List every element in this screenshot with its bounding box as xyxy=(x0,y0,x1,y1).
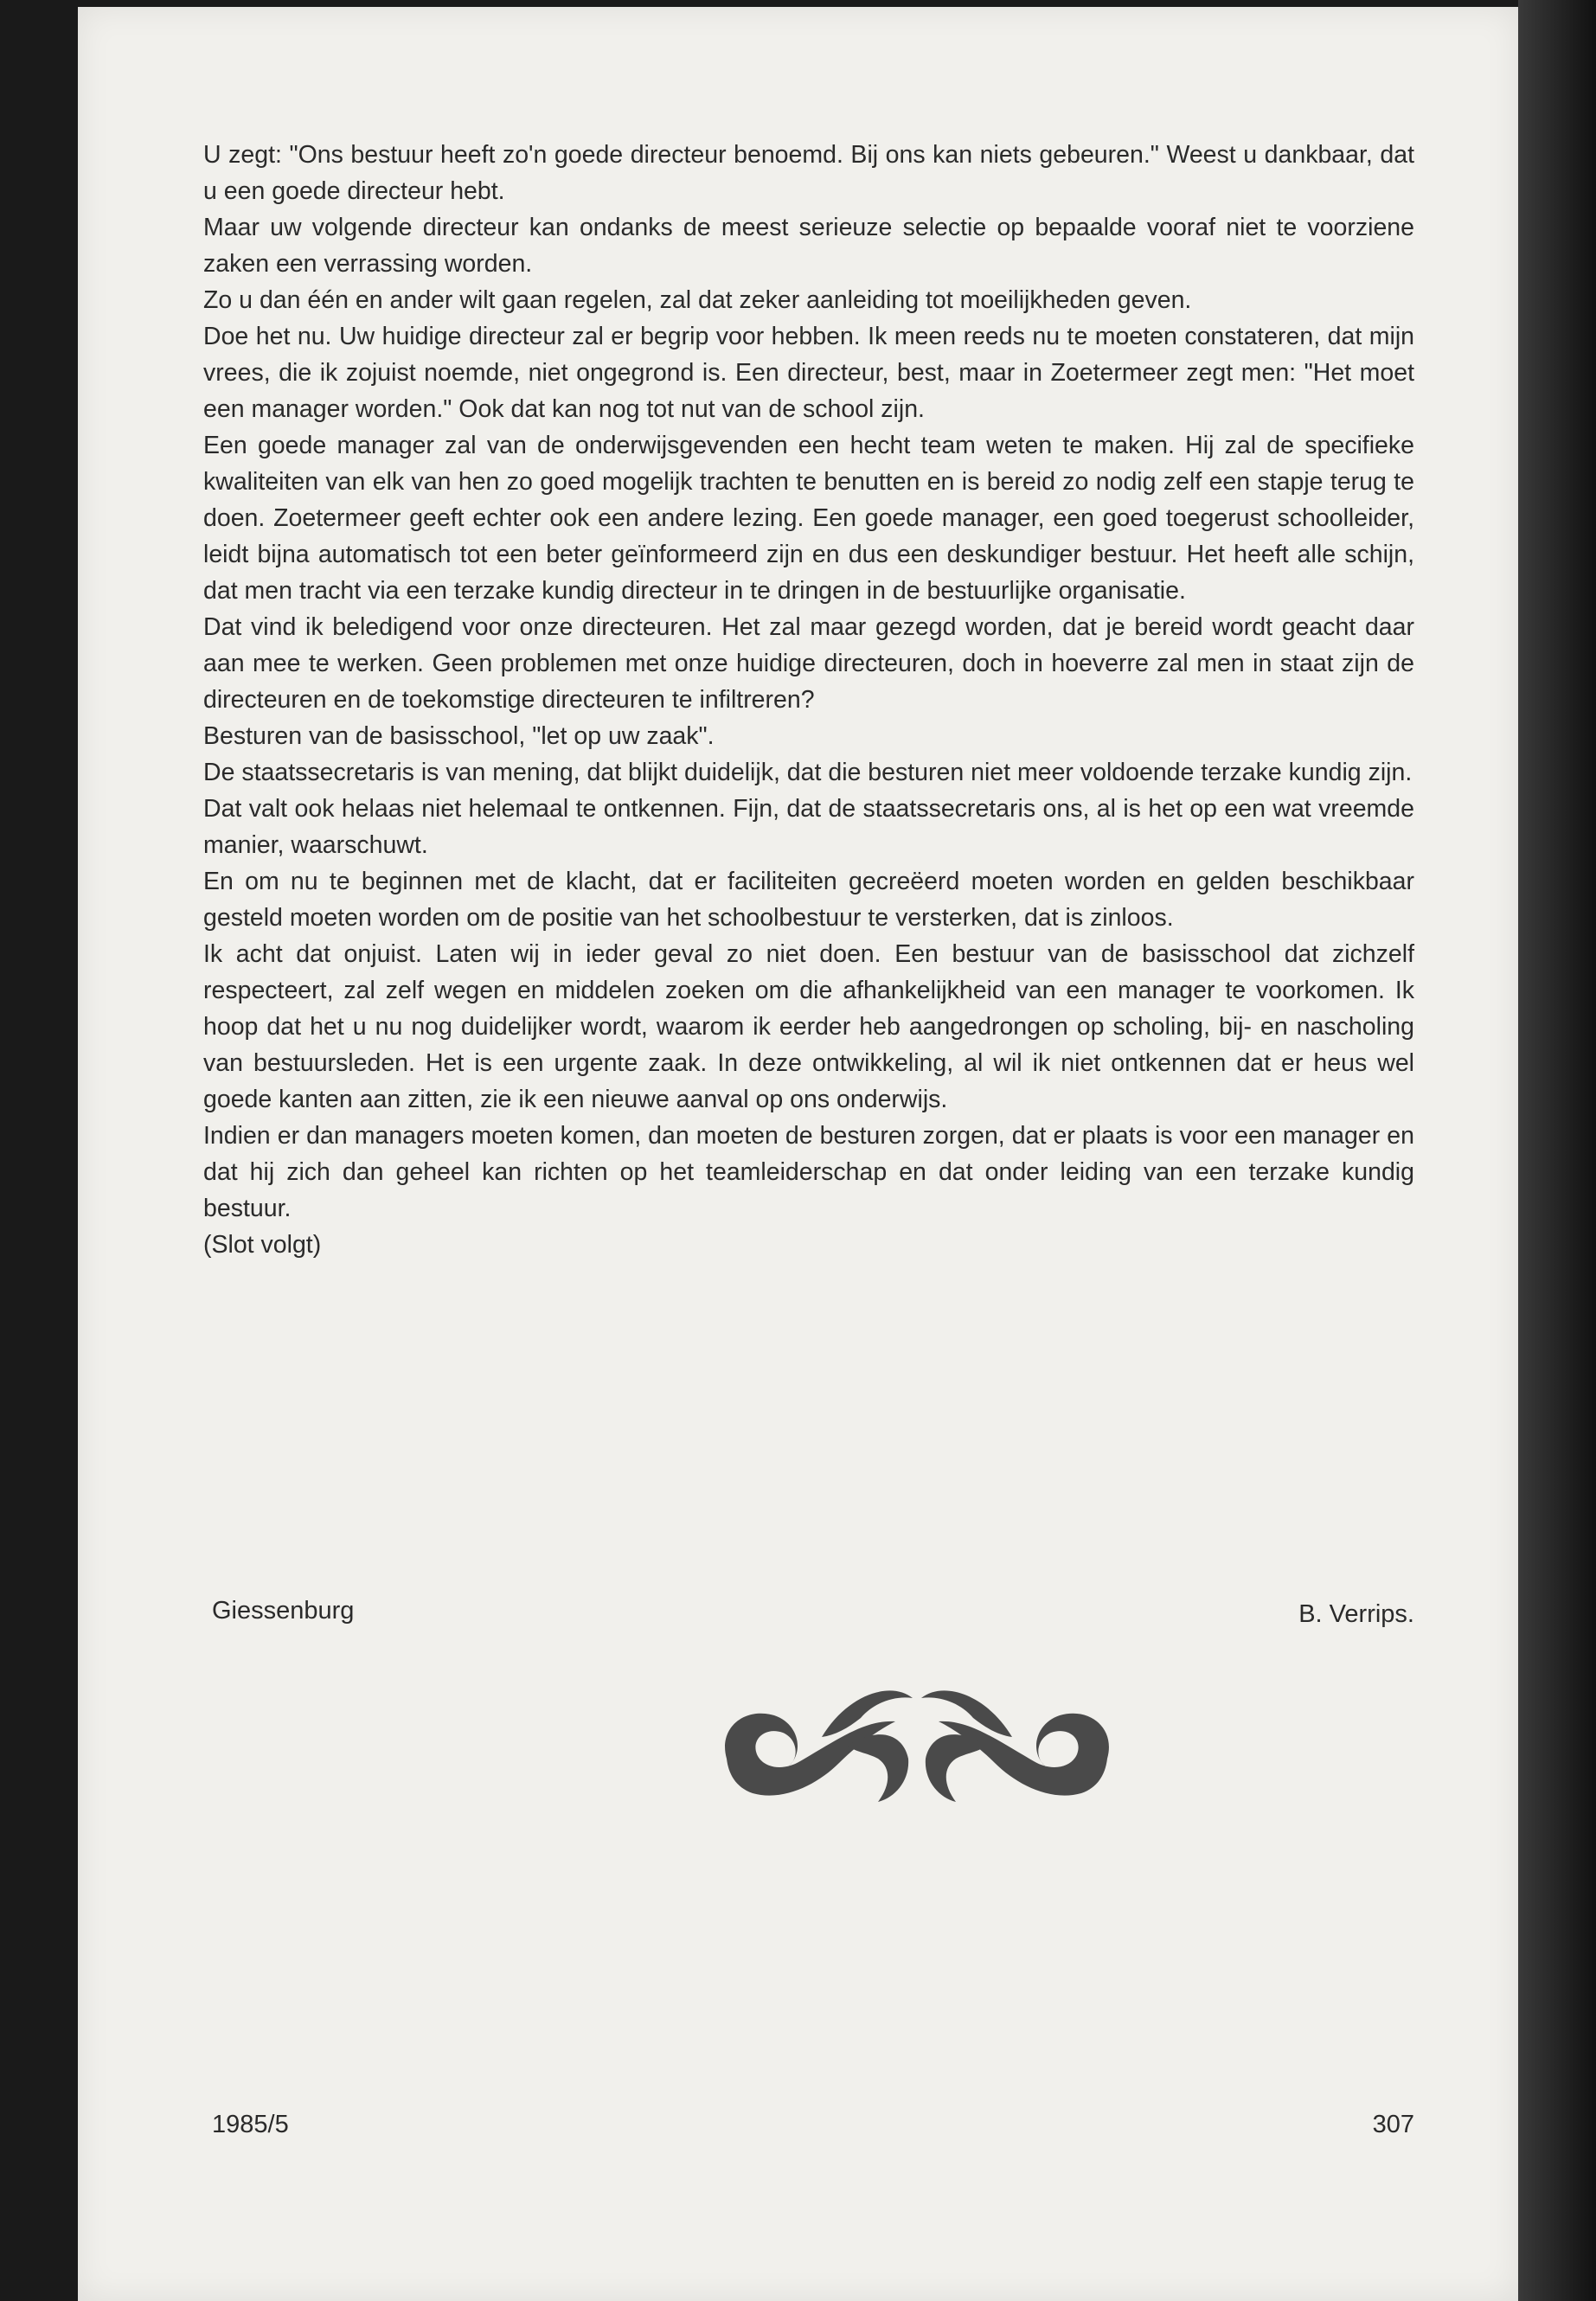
paragraph: Zo u dan één en ander wilt gaan regelen, zal dat zeker aanleiding tot moeilijkheden geven. xyxy=(203,286,1192,314)
paragraph: Besturen van de basisschool, "let op uw zaak". xyxy=(203,722,715,750)
paragraph: Maar uw volgende directeur kan ondanks de meest serieuze selectie op bepaalde vooraf niet te voorziene zaken een verrassing worden. xyxy=(203,214,1414,278)
paragraph: Dat valt ook helaas niet helemaal te ontkennen. Fijn, dat de staatssecretaris ons, al is het op een wat vreemde manier, waarschuwt. xyxy=(203,795,1414,859)
paragraph: En om nu te beginnen met de klacht, dat er faciliteiten gecreëerd moeten worden en gelden beschikbaar gesteld moeten worden om de positie van het schoolbestuur te versterken, dat is zinloos. xyxy=(203,868,1414,932)
paragraph: Een goede manager zal van de onderwijsgevenden een hecht team weten te maken. Hij zal de specifieke kwaliteiten van elk van hen zo goed mogelijk trachten te benutten en is bereid zo nodig zelf een stapje terug te doen. Zoetermeer geeft echter ook een andere lezing. Een goede manager, een goed toegerust schoolleider, leidt bijna automatisch tot een beter geïnformeerd zijn en dus een deskundiger bestuur. Het heeft alle schijn, dat men tracht via een terzake kundig directeur in te dringen in de bestuurlijke organisatie. xyxy=(203,432,1414,605)
issue-number: 1985/5 xyxy=(212,2111,289,2138)
document-page xyxy=(78,7,1518,2301)
paragraph: (Slot volgt) xyxy=(203,1231,322,1259)
signature-author: B. Verrips. xyxy=(1298,1600,1414,1628)
paragraph: Ik acht dat onjuist. Laten wij in ieder geval zo niet doen. Een bestuur van de basisschool dat zichzelf respecteert, zal zelf wegen en middelen zoeken om die afhankelijkheid van een manager te voorkomen. Ik hoop dat het u nu nog duidelijker wordt, waarom ik eerder heb aangedrongen op scholing, bij- en nascholing van bestuursleden. Het is een urgente zaak. In deze ontwikkeling, al wil ik niet ontkennen dat er heus wel goede kanten aan zitten, zie ik een nieuwe aanval op ons onderwijs. xyxy=(203,940,1414,1113)
signature-place: Giessenburg xyxy=(212,1597,355,1625)
paragraph: Indien er dan managers moeten komen, dan moeten de besturen zorgen, dat er plaats is voor een manager en dat hij zich dan geheel kan richten op het teamleiderschap en dat onder leiding van een terzake kundig bestuur. xyxy=(203,1122,1414,1222)
page-number: 307 xyxy=(1372,2111,1414,2138)
paragraph: De staatssecretaris is van mening, dat blijkt duidelijk, dat die besturen niet meer voldoende terzake kundig zijn. xyxy=(203,759,1413,786)
article-body xyxy=(203,137,1414,1263)
paragraph: U zegt: "Ons bestuur heeft zo'n goede directeur benoemd. Bij ons kan niets gebeuren." Weest u dankbaar, dat u een goede directeur hebt. xyxy=(203,141,1414,205)
paragraph: Doe het nu. Uw huidige directeur zal er begrip voor hebben. Ik meen reeds nu te moeten constateren, dat mijn vrees, die ik zojuist noemde, niet ongegrond is. Een directeur, best, maar in Zoetermeer zegt men: "Het moet een manager worden." Ook dat kan nog tot nut van de school zijn. xyxy=(203,323,1414,423)
paragraph: Dat vind ik beledigend voor onze directeuren. Het zal maar gezegd worden, dat je bereid wordt geacht daar aan mee te werken. Geen problemen met onze huidige directeuren, doch in hoeverre zal men in staat zijn de directeuren en de toekomstige directeuren te infiltreren? xyxy=(203,613,1414,714)
scan-edge-shadow xyxy=(1518,0,1596,2301)
decorative-ornament xyxy=(718,1676,1116,1819)
